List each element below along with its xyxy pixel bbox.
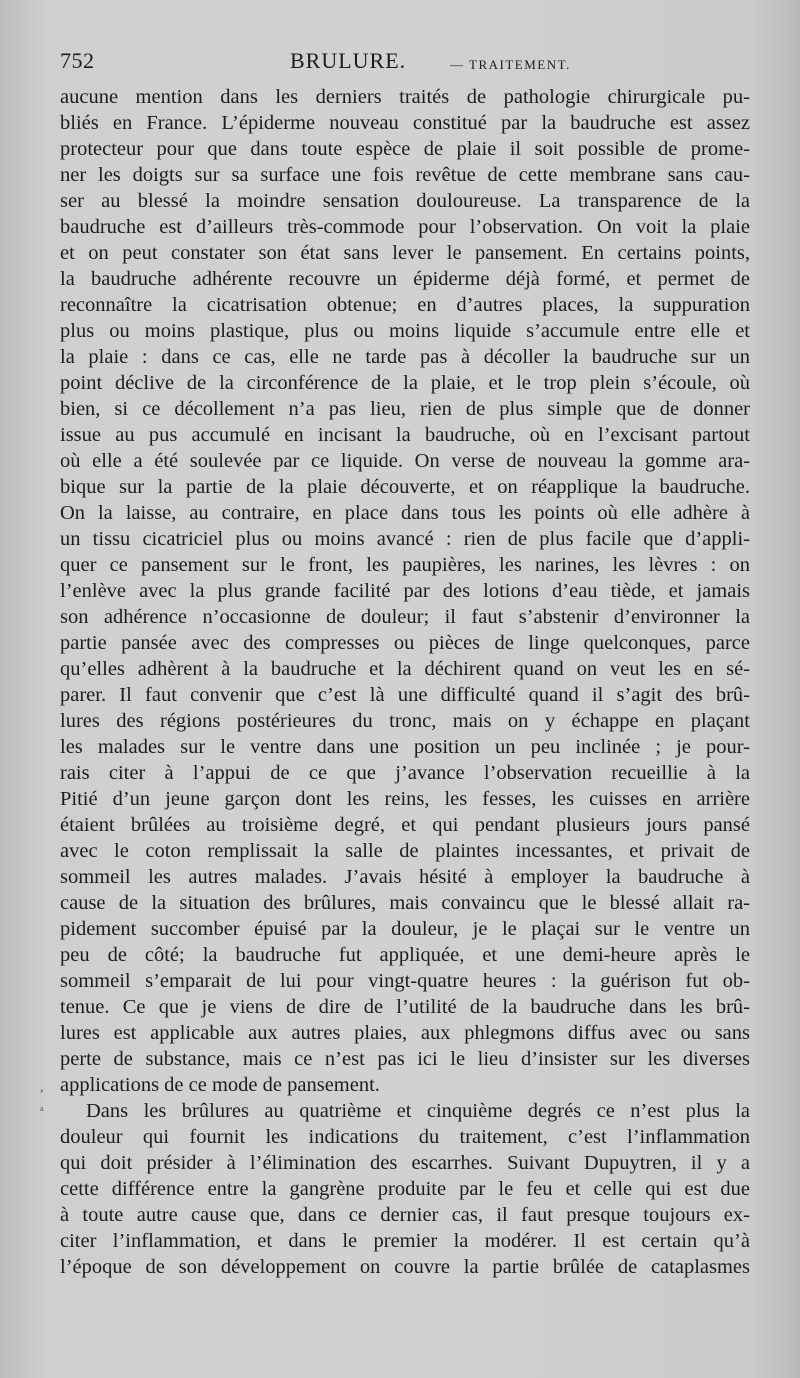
text-line: plus ou moins plastique, plus ou moins liquide s’accumule entre elle et xyxy=(60,320,750,342)
text-line: point déclive de la circonférence de la plaie, et le trop plein s’écoule, où xyxy=(60,372,750,394)
text-line: baudruche est d’ailleurs très-commode pour l’observation. On voit la plaie xyxy=(60,216,750,238)
text-line: qui doit présider à l’élimination des escarrhes. Suivant Dupuytren, il y a xyxy=(60,1152,750,1174)
text-line: bique sur la partie de la plaie découverte, et on réapplique la baudruche. xyxy=(60,476,750,498)
text-line: avec le coton remplissait la salle de plaintes incessantes, et privait de xyxy=(60,840,750,862)
text-line: son adhérence n’occasionne de douleur; il faut s’abstenir d’environner la xyxy=(60,606,750,628)
running-subtitle: — TRAITEMENT. xyxy=(450,57,571,72)
text-line: reconnaître la cicatrisation obtenue; en d’autres places, la suppuration xyxy=(60,294,750,316)
text-line: ser au blessé la moindre sensation douloureuse. La transparence de la xyxy=(60,190,750,212)
text-line: la baudruche adhérente recouvre un épiderme déjà formé, et permet de xyxy=(60,268,750,290)
text-line: cause de la situation des brûlures, mais convaincu que le blessé allait ra- xyxy=(60,892,750,914)
margin-mark: ᵃ xyxy=(40,1104,44,1119)
text-line: sommeil les autres malades. J’avais hésité à employer la baudruche à xyxy=(60,866,750,888)
text-line: qu’elles adhèrent à la baudruche et la déchirent quand on veut les en sé- xyxy=(60,658,750,680)
text-line: les malades sur le ventre dans une position un peu inclinée ; je pour- xyxy=(60,736,750,758)
text-line: citer l’inflammation, et dans le premier la modérer. Il est certain qu’à xyxy=(60,1230,750,1252)
text-line: issue au pus accumulé en incisant la baudruche, où en l’excisant partout xyxy=(60,424,750,446)
running-title: BRULURE. xyxy=(290,48,407,73)
text-line: parer. Il faut convenir que c’est là une difficulté quand il s’agit des brû- xyxy=(60,684,750,706)
text-line: la plaie : dans ce cas, elle ne tarde pas à décoller la baudruche sur un xyxy=(60,346,750,368)
text-line: ner les doigts sur sa surface une fois revêtue de cette membrane sans cau- xyxy=(60,164,750,186)
text-line: peu de côté; la baudruche fut appliquée, et une demi-heure après le xyxy=(60,944,750,966)
page-number: 752 xyxy=(60,48,95,73)
text-line: sommeil s’emparait de lui pour vingt-quatre heures : la guérison fut ob- xyxy=(60,970,750,992)
text-line: et on peut constater son état sans lever le pansement. En certains points, xyxy=(60,242,750,264)
text-line: bien, si ce décollement n’a pas lieu, rien de plus simple que de donner xyxy=(60,398,750,420)
text-line: un tissu cicatriciel plus ou moins avancé : rien de plus facile que d’appli- xyxy=(60,528,750,550)
text-line: protecteur pour que dans toute espèce de plaie il soit possible de prome- xyxy=(60,138,750,160)
text-line: On la laisse, au contraire, en place dans tous les points où elle adhère à xyxy=(60,502,750,524)
text-line: quer ce pansement sur le front, les paupières, les narines, les lèvres : on xyxy=(60,554,750,576)
text-line: l’enlève avec la plus grande facilité par des lotions d’eau tiède, et jamais xyxy=(60,580,750,602)
text-line: tenue. Ce que je viens de dire de l’utilité de la baudruche dans les brû- xyxy=(60,996,750,1018)
text-line: bliés en France. L’épiderme nouveau constitué par la baudruche est assez xyxy=(60,112,750,134)
text-line: Pitié d’un jeune garçon dont les reins, les fesses, les cuisses en arrière xyxy=(60,788,750,810)
text-line: lures des régions postérieures du tronc, mais on y échappe en plaçant xyxy=(60,710,750,732)
body-text xyxy=(60,84,750,1280)
page-header xyxy=(58,48,748,82)
text-line: à toute autre cause que, dans ce dernier cas, il faut presque toujours ex- xyxy=(60,1204,750,1226)
paragraph-end-line: applications de ce mode de pansement. xyxy=(60,1074,380,1096)
text-line: aucune mention dans les derniers traités de pathologie chirurgicale pu- xyxy=(60,86,750,108)
text-line: rais citer à l’appui de ce que j’avance l’observation recueillie à la xyxy=(60,762,750,784)
text-line: perte de substance, mais ce n’est pas ici le lieu d’insister sur les diverses xyxy=(60,1048,750,1070)
text-line: lures est applicable aux autres plaies, aux phlegmons diffus avec ou sans xyxy=(60,1022,750,1044)
text-line: étaient brûlées au troisième degré, et qui pendant plusieurs jours pansé xyxy=(60,814,750,836)
text-line: douleur qui fournit les indications du traitement, c’est l’inflammation xyxy=(60,1126,750,1148)
margin-mark: , xyxy=(40,1080,44,1095)
text-line: pidement succomber épuisé par la douleur, je le plaçai sur le ventre un xyxy=(60,918,750,940)
text-line: cette différence entre la gangrène produite par le feu et celle qui est due xyxy=(60,1178,750,1200)
text-line: où elle a été soulevée par ce liquide. On verse de nouveau la gomme ara- xyxy=(60,450,750,472)
text-line: partie pansée avec des compresses ou pièces de linge quelconques, parce xyxy=(60,632,750,654)
text-line: l’époque de son développement on couvre la partie brûlée de cataplasmes xyxy=(60,1256,750,1278)
paragraph-start-line: Dans les brûlures au quatrième et cinquième degrés ce n’est plus la xyxy=(86,1100,750,1122)
